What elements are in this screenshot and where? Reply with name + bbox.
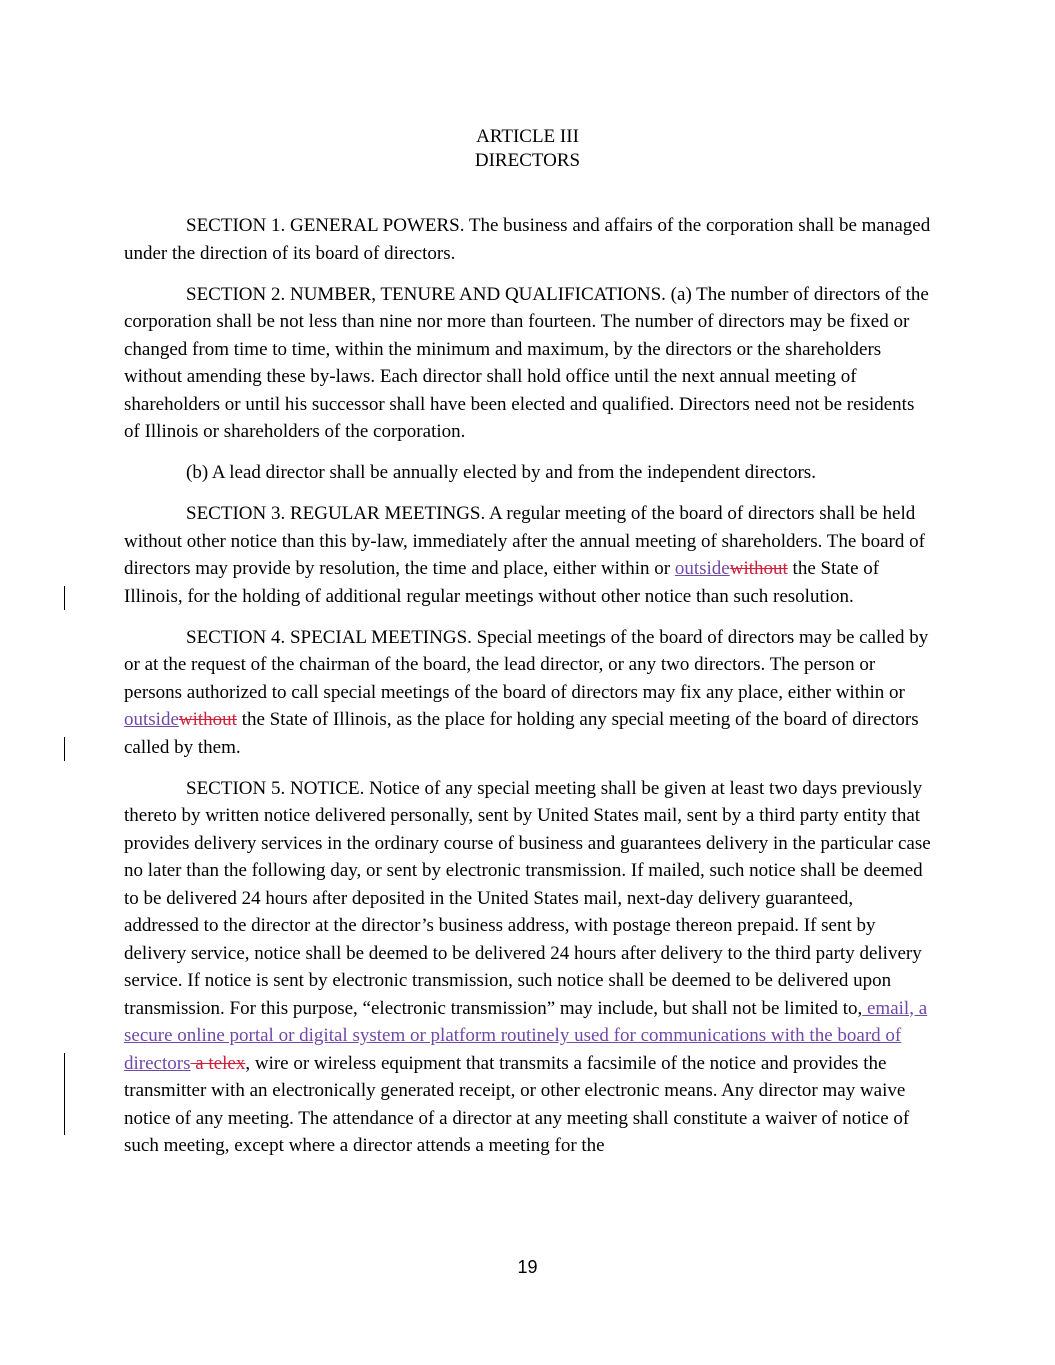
change-bar-section-5	[64, 1053, 65, 1135]
section-5-paragraph	[124, 775, 932, 1160]
section-4-paragraph	[124, 624, 932, 762]
section-3-inserted-text: outside	[674, 558, 730, 579]
section-5-inserted-text: email, a secure online portal or digital system or platform routinely used for communications with the board of directors	[124, 997, 928, 1074]
section-2a-paragraph	[124, 281, 932, 446]
article-number: ARTICLE III	[476, 126, 579, 147]
document-body	[124, 212, 932, 1173]
section-2b-paragraph	[124, 459, 932, 487]
section-4-deleted-text: without	[178, 709, 237, 730]
section-4-text-after: the State of Illinois, as the place for holding any special meeting of the board of directors called by them.	[124, 709, 919, 758]
section-4-inserted-text: outside	[124, 709, 179, 730]
section-3-deleted-text: without	[729, 558, 788, 579]
section-3-text-before: SECTION 3. REGULAR MEETINGS. A regular meeting of the board of directors shall be held without other notice than this by-law, immediately after the annual meeting of shareholders. The board of directors may provide by resolution, the time and place, either within or	[124, 503, 925, 579]
section-2a-text: SECTION 2. NUMBER, TENURE AND QUALIFICATIONS. (a) The number of directors of the corporation shall be not less than nine nor more than fourteen. The number of directors may be fixed or changed from time to time, within the minimum and maximum, by the directors or the shareholders without amending these by-laws. Each director shall hold office until the next annual meeting of shareholders or until his successor shall have been elected and qualified. Directors need not be residents of Illinois or shareholders of the corporation.	[124, 283, 929, 442]
article-title: DIRECTORS	[474, 150, 581, 171]
section-2b-text: (b) A lead director shall be annually elected by and from the independent directors.	[186, 462, 816, 483]
section-5-text-before: SECTION 5. NOTICE. Notice of any special meeting shall be given at least two days previously thereto by written notice delivered personally, sent by United States mail, sent by a third party entity that provides delivery services in the ordinary course of business and guarantees delivery in the particular case no later than the following day, or sent by electronic transmission. If mailed, such notice shall be deemed to be delivered 24 hours after deposited in the United States mail, next-day delivery guaranteed, addressed to the director at the director’s business address, with postage thereon prepaid. If sent by delivery service, notice shall be deemed to be delivered 24 hours after delivery to the third party delivery service. If notice is sent by electronic transmission, such notice shall be deemed to be delivered upon transmission. For this purpose, “electronic transmission” may include, but shall not be limited to,	[124, 777, 931, 1019]
change-bar-section-3	[64, 586, 65, 610]
section-1-paragraph	[124, 212, 932, 267]
section-4-text-before: SECTION 4. SPECIAL MEETINGS. Special meetings of the board of directors may be called by or at the request of the chairman of the board, the lead director, or any two directors. The person or persons authorized to call special meetings of the board of directors may fix any place, either within or	[124, 626, 929, 703]
section-3-text-after: the State of Illinois, for the holding of additional regular meetings without other notice than such resolution.	[124, 558, 880, 607]
section-5-deleted-text: a telex	[190, 1052, 246, 1074]
section-3-paragraph	[124, 500, 932, 610]
page-number: 19	[517, 1257, 538, 1277]
change-bar-section-4	[64, 737, 65, 761]
section-5-text-after: , wire or wireless equipment that transmits a facsimile of the notice and provides the transmitter with an electronically generated receipt, or other electronic means. Any director may waive notice of any meeting. The attendance of a director at any meeting shall constitute a waiver of notice of such meeting, except where a director attends a meeting for the	[124, 1052, 910, 1156]
section-1-text: SECTION 1. GENERAL POWERS. The business and affairs of the corporation shall be managed under the direction of its board of directors.	[124, 215, 931, 264]
